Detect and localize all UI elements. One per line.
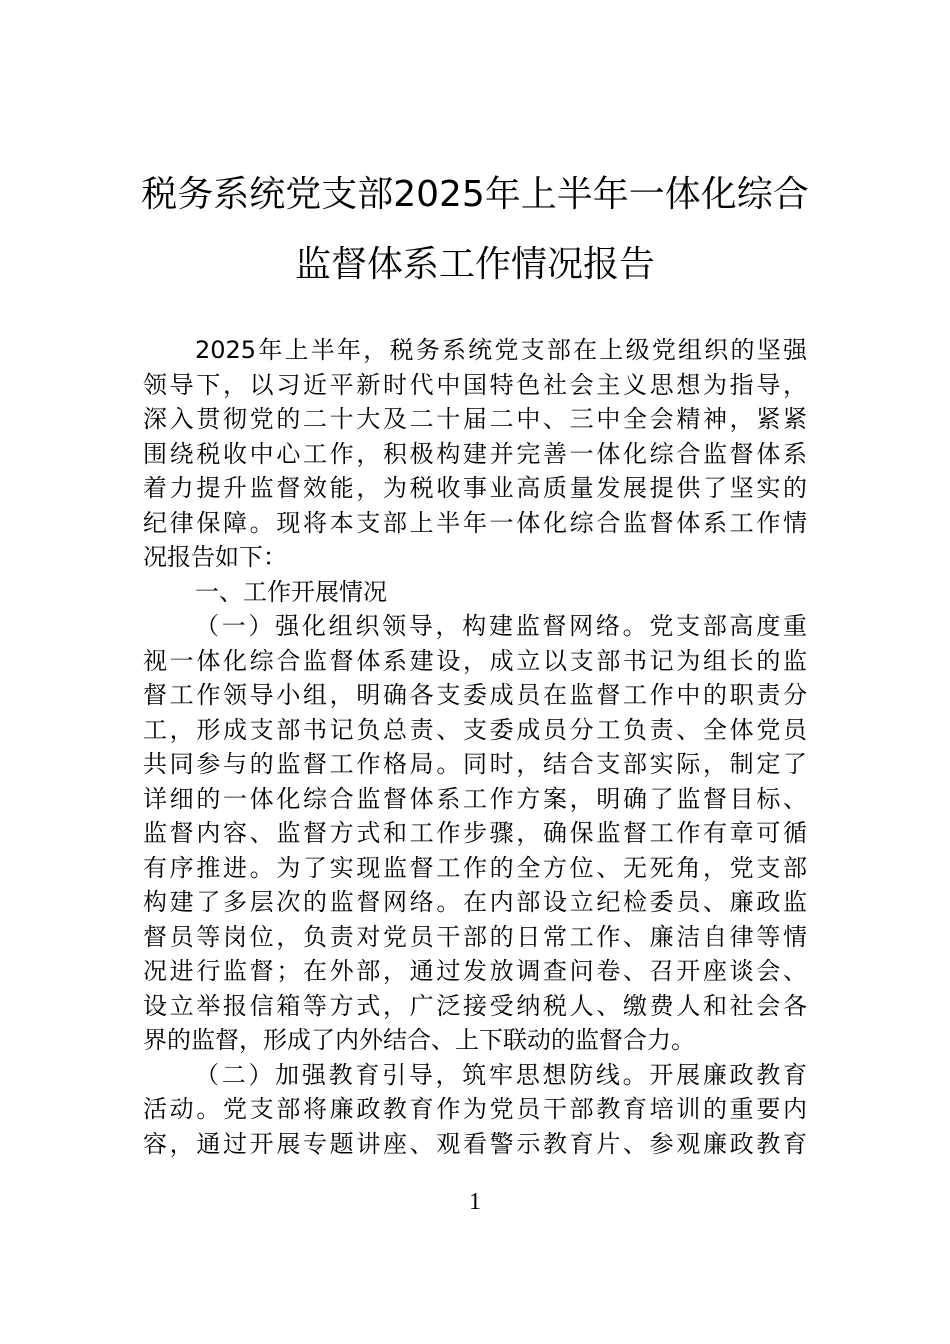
body-line: 工，形成支部书记负总责、支委成员分工负责、全体党员 (143, 715, 807, 744)
body-line: 容，通过开展专题讲座、观看警示教育片、参观廉政教育 (143, 1129, 807, 1158)
body-line: 着力提升监督效能，为税收事业高质量发展提供了坚实的 (143, 474, 807, 502)
body-line: 界的监督，形成了内外结合、上下联动的监督合力。 (143, 1026, 695, 1054)
body-line: 监督内容、监督方式和工作步骤，确保监督工作有章可循 (143, 819, 807, 847)
body-line: 一、工作开展情况 (195, 577, 387, 606)
body-line: 围绕税收中心工作，积极构建并完善一体化综合监督体系 (143, 439, 807, 468)
body-line: （一）强化组织领导，构建监督网络。党支部高度重 (195, 612, 807, 640)
body-line: 督员等岗位，负责对党员干部的日常工作、廉洁自律等情 (143, 922, 807, 951)
body-line: 详细的一体化综合监督体系工作方案，明确了监督目标、 (143, 784, 807, 813)
document-title-line-1: 税务系统党支部2025年上半年一体化综合 (141, 174, 809, 215)
body-line: 设立举报信箱等方式，广泛接受纳税人、缴费人和社会各 (143, 991, 807, 1020)
body-line: 纪律保障。现将本支部上半年一体化综合监督体系工作情 (143, 508, 807, 537)
body-line: 况进行监督；在外部，通过发放调查问卷、召开座谈会、 (143, 957, 807, 985)
body-line: 构建了多层次的监督网络。在内部设立纪检委员、廉政监 (143, 888, 807, 916)
body-line: 活动。党支部将廉政教育作为党员干部教育培训的重要内 (143, 1095, 807, 1123)
body-line: 有序推进。为了实现监督工作的全方位、无死角，党支部 (143, 853, 807, 882)
body-line: 督工作领导小组，明确各支委成员在监督工作中的职责分 (143, 681, 807, 709)
document-body (143, 333, 807, 1161)
body-line: 深入贯彻党的二十大及二十届二中、三中全会精神，紧紧 (143, 405, 807, 433)
body-line: 共同参与的监督工作格局。同时，结合支部实际，制定了 (143, 750, 807, 778)
body-line: 领导下，以习近平新时代中国特色社会主义思想为指导， (143, 370, 807, 399)
body-line: （二）加强教育引导，筑牢思想防线。开展廉政教育 (195, 1060, 807, 1089)
document-title-line-2: 监督体系工作情况报告 (294, 244, 655, 285)
body-line: 2025年上半年，税务系统党支部在上级党组织的坚强 (195, 336, 807, 364)
page-number: 1 (469, 1189, 481, 1215)
body-line: 视一体化综合监督体系建设，成立以支部书记为组长的监 (143, 646, 807, 675)
body-line: 况报告如下： (143, 543, 287, 571)
